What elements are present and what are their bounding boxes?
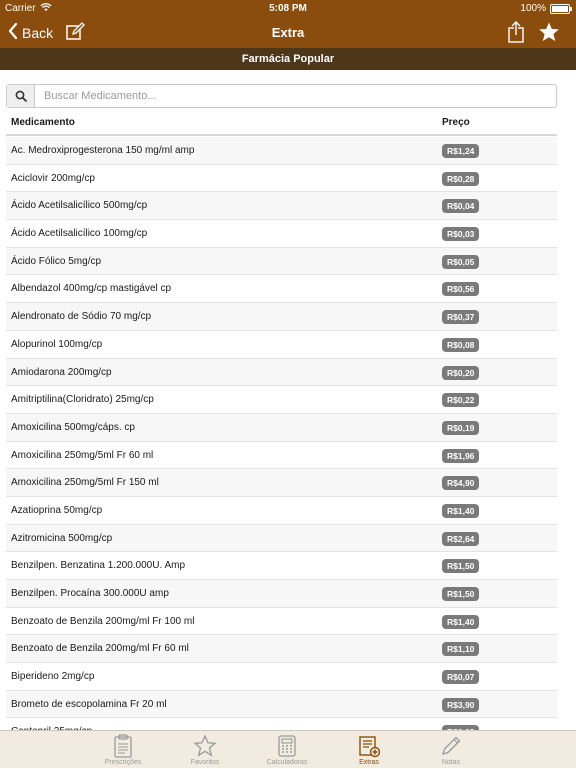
chevron-left-icon bbox=[8, 23, 18, 42]
back-button[interactable] bbox=[8, 23, 53, 42]
medication-name: Amitriptilina(Cloridrato) 25mg/cp bbox=[11, 394, 154, 406]
column-header-price: Preço bbox=[442, 117, 470, 128]
tab-label: Notas bbox=[441, 759, 461, 766]
search-icon[interactable] bbox=[7, 85, 35, 107]
price-badge: R$0,20 bbox=[442, 366, 479, 380]
medication-name: Azatioprina 50mg/cp bbox=[11, 504, 103, 516]
medication-name: Benzoato de Benzila 200mg/ml Fr 60 ml bbox=[11, 643, 189, 655]
price-badge: R$1,40 bbox=[442, 504, 479, 518]
medication-name: Alendronato de Sódio 70 mg/cp bbox=[11, 311, 152, 323]
favorite-star-icon[interactable] bbox=[538, 21, 560, 43]
table-row[interactable] bbox=[6, 414, 557, 442]
medication-name: Ácido Acetilsalicílico 500mg/cp bbox=[11, 200, 148, 212]
table-row[interactable] bbox=[6, 691, 557, 719]
table-row[interactable] bbox=[6, 608, 557, 636]
table-row[interactable] bbox=[6, 525, 557, 553]
price-badge: R$1,40 bbox=[442, 615, 479, 629]
section-header: Farmácia Popular bbox=[0, 48, 576, 70]
medication-name: Ácido Acetilsalicílico 100mg/cp bbox=[11, 228, 148, 240]
page-title: Extra bbox=[271, 25, 305, 40]
price-badge: R$0,28 bbox=[442, 172, 479, 186]
back-label: Back bbox=[22, 24, 54, 41]
table-row[interactable] bbox=[6, 275, 557, 303]
medication-name: Brometo de escopolamina Fr 20 ml bbox=[11, 698, 167, 710]
battery-percent: 100% bbox=[520, 3, 546, 14]
medication-name: Amoxicilina 500mg/cáps. cp bbox=[11, 421, 135, 433]
pencil-icon bbox=[410, 734, 492, 758]
clipboard-icon bbox=[82, 734, 164, 758]
status-time: 5:08 PM bbox=[269, 3, 307, 14]
medication-name: Benzilpen. Benzatina 1.200.000U. Amp bbox=[11, 560, 186, 572]
medication-name: Benzoato de Benzila 200mg/ml Fr 100 ml bbox=[11, 615, 195, 627]
table-row[interactable] bbox=[6, 359, 557, 387]
carrier-label: Carrier bbox=[5, 3, 36, 14]
table-row[interactable] bbox=[6, 137, 557, 165]
battery-tip bbox=[570, 7, 572, 11]
table-row[interactable] bbox=[6, 442, 557, 470]
price-badge: R$1,24 bbox=[442, 144, 479, 158]
price-badge: R$0,05 bbox=[442, 255, 479, 269]
price-badge: R$0,08 bbox=[442, 338, 479, 352]
price-badge: R$4,90 bbox=[442, 476, 479, 490]
medication-name: Azitromicina 500mg/cp bbox=[11, 532, 113, 544]
table-row[interactable] bbox=[6, 552, 557, 580]
medication-name: Amiodarona 200mg/cp bbox=[11, 366, 112, 378]
table-row[interactable] bbox=[6, 331, 557, 359]
price-badge: R$0,03 bbox=[442, 227, 479, 241]
price-badge: R$1,10 bbox=[442, 642, 479, 656]
tab-prescrições[interactable] bbox=[82, 731, 164, 769]
price-badge: R$1,50 bbox=[442, 587, 479, 601]
table-row[interactable] bbox=[6, 497, 557, 525]
table-row[interactable] bbox=[6, 635, 557, 663]
search-input[interactable] bbox=[35, 85, 556, 107]
tab-label: Favoritos bbox=[190, 759, 220, 766]
table-row[interactable] bbox=[6, 469, 557, 497]
medication-name: Aciclovir 200mg/cp bbox=[11, 172, 95, 184]
nav-bar bbox=[0, 18, 576, 48]
price-badge: R$3,90 bbox=[442, 698, 479, 712]
table-row[interactable] bbox=[6, 220, 557, 248]
extras-icon bbox=[328, 734, 410, 758]
tab-label: Prescrições bbox=[104, 759, 142, 766]
compose-icon[interactable] bbox=[65, 22, 85, 42]
price-badge: R$1,50 bbox=[442, 559, 479, 573]
tab-label: Calculadoras bbox=[266, 759, 308, 766]
medication-name: Ácido Fólico 5mg/cp bbox=[11, 255, 102, 267]
battery-icon bbox=[550, 4, 570, 14]
price-badge: R$0,22 bbox=[442, 393, 479, 407]
tab-favoritos[interactable] bbox=[164, 731, 246, 769]
price-badge: R$0,07 bbox=[442, 670, 479, 684]
price-badge: R$0,37 bbox=[442, 310, 479, 324]
table-row[interactable] bbox=[6, 192, 557, 220]
tab-extras[interactable] bbox=[328, 731, 410, 769]
medication-name: Biperideno 2mg/cp bbox=[11, 671, 95, 683]
price-badge: R$1,96 bbox=[442, 449, 479, 463]
price-badge: R$0,56 bbox=[442, 282, 479, 296]
table-header bbox=[6, 112, 557, 136]
table-row[interactable] bbox=[6, 165, 557, 193]
table-row[interactable] bbox=[6, 663, 557, 691]
price-badge: R$2,64 bbox=[442, 532, 479, 546]
medication-name: Benzilpen. Procaína 300.000U amp bbox=[11, 588, 169, 599]
price-badge: R$0,19 bbox=[442, 421, 479, 435]
medication-name: Albendazol 400mg/cp mastigável cp bbox=[11, 283, 172, 295]
table-row[interactable] bbox=[6, 580, 557, 608]
medication-name: Amoxicilina 250mg/5ml Fr 150 ml bbox=[11, 477, 159, 489]
medication-name: Amoxicilina 250mg/5ml Fr 60 ml bbox=[11, 449, 154, 461]
search-bar bbox=[6, 84, 557, 108]
table-row[interactable] bbox=[6, 303, 557, 331]
column-header-medication: Medicamento bbox=[11, 117, 75, 128]
tab-calculadoras[interactable] bbox=[246, 731, 328, 769]
medication-list[interactable] bbox=[6, 137, 557, 730]
calculator-icon bbox=[246, 734, 328, 758]
table-row[interactable] bbox=[6, 248, 557, 276]
tab-notas[interactable] bbox=[410, 731, 492, 769]
tab-bar bbox=[0, 730, 576, 768]
star-icon bbox=[164, 734, 246, 758]
table-row[interactable] bbox=[6, 386, 557, 414]
medication-name: Alopurinol 100mg/cp bbox=[11, 338, 103, 350]
price-badge: R$0,04 bbox=[442, 199, 479, 213]
share-icon[interactable] bbox=[506, 20, 526, 44]
medication-name: Ac. Medroxiprogesterona 150 mg/ml amp bbox=[11, 145, 195, 156]
status-bar bbox=[0, 0, 576, 18]
tab-label: Extras bbox=[359, 759, 379, 766]
